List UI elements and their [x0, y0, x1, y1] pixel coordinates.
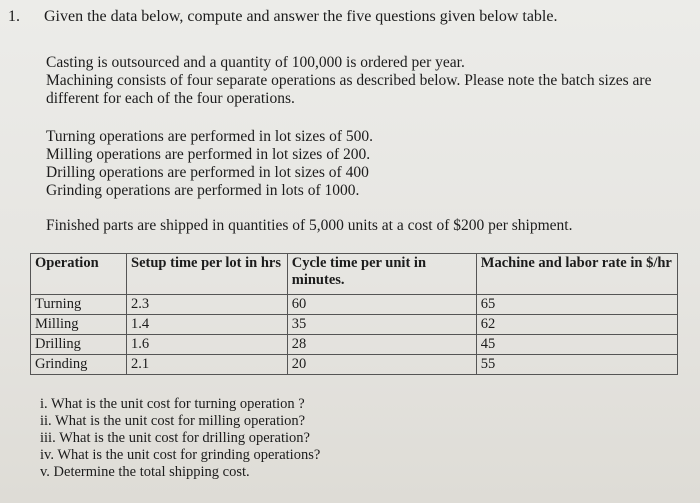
- paragraph-line: Drilling operations are performed in lot sizes of 400: [46, 164, 369, 181]
- question-item: ii. What is the unit cost for milling operation?: [40, 413, 306, 429]
- question-number: 1.: [8, 8, 20, 25]
- cell-operation: Grinding: [31, 355, 127, 375]
- header-rate: Machine and labor rate in $/hr: [476, 254, 677, 295]
- table-row: [31, 335, 678, 355]
- question-item: iv. What is the unit cost for grinding operations?: [40, 447, 321, 463]
- table-header-row: [31, 254, 678, 295]
- paragraph-line: Machining consists of four separate operations as described below. Please note the batch sizes are: [46, 72, 652, 89]
- cell-cycle-time: 35: [287, 315, 476, 335]
- paragraph-line: different for each of the four operations.: [46, 90, 295, 107]
- cell-rate: 65: [476, 295, 677, 315]
- header-operation: Operation: [31, 254, 127, 295]
- paragraph-shipping: [46, 217, 573, 235]
- cell-setup-time: 2.1: [127, 355, 288, 375]
- cell-operation: Drilling: [31, 335, 127, 355]
- question-item: iii. What is the unit cost for drilling operation?: [40, 430, 310, 446]
- cell-operation: Milling: [31, 315, 127, 335]
- cell-cycle-time: 28: [287, 335, 476, 355]
- header-setup-time: Setup time per lot in hrs: [127, 254, 288, 295]
- cell-rate: 55: [476, 355, 677, 375]
- paragraph-lot-sizes: [46, 128, 373, 200]
- paragraph-line: Casting is outsourced and a quantity of 100,000 is ordered per year.: [46, 54, 465, 71]
- paragraph-line: Milling operations are performed in lot sizes of 200.: [46, 146, 371, 163]
- paragraph-line: Turning operations are performed in lot sizes of 500.: [46, 128, 374, 145]
- header-cycle-time: Cycle time per unit in minutes.: [287, 254, 476, 295]
- table-row: [31, 295, 678, 315]
- question-item: i. What is the unit cost for turning operation ?: [40, 396, 305, 412]
- question-heading: Given the data below, compute and answer the five questions given below table.: [44, 8, 558, 25]
- cell-operation: Turning: [31, 295, 127, 315]
- paragraph-casting-machining: [46, 54, 651, 108]
- cell-rate: 62: [476, 315, 677, 335]
- paragraph-line: Grinding operations are performed in lots of 1000.: [46, 182, 360, 199]
- table-row: [31, 315, 678, 335]
- operations-table: [30, 253, 678, 375]
- question-item: v. Determine the total shipping cost.: [40, 464, 250, 480]
- paragraph-line: Finished parts are shipped in quantities of 5,000 units at a cost of $200 per shipment.: [46, 217, 573, 234]
- cell-cycle-time: 60: [287, 295, 476, 315]
- cell-setup-time: 1.4: [127, 315, 288, 335]
- cell-setup-time: 1.6: [127, 335, 288, 355]
- cell-rate: 45: [476, 335, 677, 355]
- question-list: [40, 396, 320, 481]
- cell-cycle-time: 20: [287, 355, 476, 375]
- table-row: [31, 355, 678, 375]
- cell-setup-time: 2.3: [127, 295, 288, 315]
